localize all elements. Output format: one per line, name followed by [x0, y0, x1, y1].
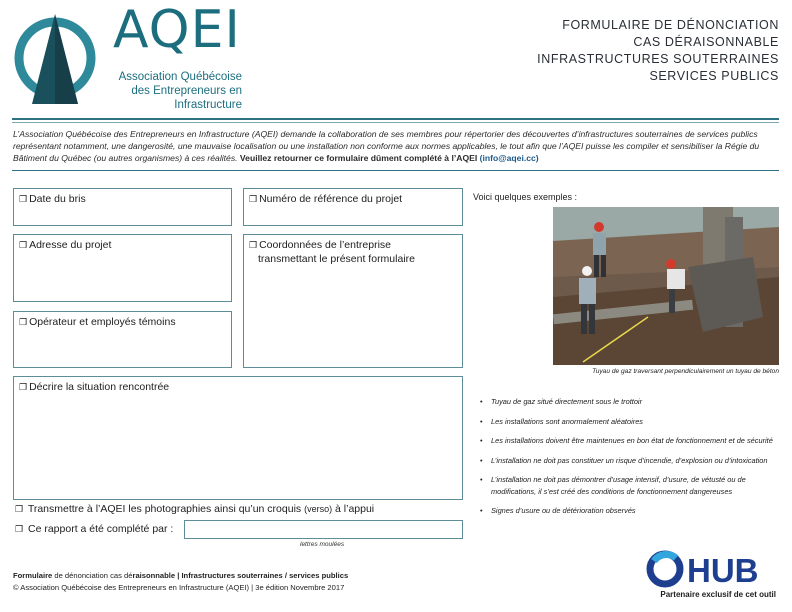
form-title — [537, 17, 779, 85]
addr-label-text: Adresse du projet — [29, 239, 112, 251]
checkbox-icon: ❒ — [19, 317, 28, 327]
desc-field-label — [19, 380, 169, 394]
project-reference-field[interactable] — [243, 188, 463, 226]
project-address-field[interactable] — [13, 234, 232, 302]
footer-copyright: © Association Québécoise des Entrepreneurs en Infrastructure (AQEI) | 3e édition Novembre 2017 — [13, 582, 345, 592]
coord-field-label — [249, 238, 415, 266]
situation-description-field[interactable] — [13, 376, 463, 500]
coord-sub-text: transmettant le présent formulaire — [258, 253, 415, 265]
photos-label-text: Transmettre à l’AQEI les photographies ainsi qu’un croquis — [27, 503, 302, 515]
intro-text: L’Association Québécoise des Entrepreneurs en Infrastructure (AQEI) demande la collaboration de ses membres pour répertorier des découvertes d’infrastructures souterraines de services publics représentant notamment, une dangerosité, une mauvaise localisation ou une installation non conforme aux normes applicables, le tout afin que l’AQEI puisse les compiler et sensibiliser la Régie du Bâtiment du Québec (ou autres organismes) à ces réalités. — [13, 129, 760, 163]
example-item: • Tuyau de gaz situé directement sous le trottoir — [480, 396, 780, 408]
logo-sub-line: des Entrepreneurs en — [131, 85, 242, 97]
checkbox-icon: ❒ — [19, 240, 28, 250]
logo-sub-line: Infrastructure — [174, 99, 242, 111]
header-divider-thin — [12, 122, 779, 123]
footer-form-title-bold: raisonnable | Infrastructures souterraines / services publics — [132, 571, 349, 580]
example-item: • Signes d’usure ou de détérioration observés — [480, 505, 780, 517]
footer-form-word: Formulaire — [13, 571, 53, 580]
report-label-text: Ce rapport a été complété par : — [28, 523, 174, 535]
photo-caption: Tuyau de gaz traversant perpendiculairement un tuyau de béton — [592, 368, 779, 375]
example-item: • L’installation ne doit pas démontrer d’usage intensif, d’usure, de vétusté ou de modifications, il s’est créé des conditions de fonctionnement dangereuses — [480, 474, 780, 497]
example-item: • Les installations sont anormalement aléatoires — [480, 416, 780, 428]
footer — [13, 570, 348, 593]
example-item: • Les installations doivent être maintenues en bon état de fonctionnement et de sécurité — [480, 435, 780, 447]
date-field-label — [19, 192, 86, 206]
aqei-logo-subtitle — [110, 70, 242, 112]
coord-label-text: Coordonnées de l’entreprise — [259, 239, 391, 251]
checkbox-icon: ❒ — [19, 194, 28, 204]
operator-witnesses-field[interactable] — [13, 311, 232, 368]
photos-label-verso: (verso) — [304, 504, 333, 514]
checkbox-icon: ❒ — [19, 382, 28, 392]
checkbox-icon: ❒ — [249, 240, 258, 250]
oper-field-label — [19, 315, 176, 329]
aqei-logo-mark — [14, 12, 100, 108]
photos-checkbox-line[interactable] — [15, 503, 374, 515]
oper-label-text: Opérateur et employés témoins — [29, 316, 176, 328]
examples-title: Voici quelques exemples : — [473, 192, 578, 202]
ref-field-label — [249, 192, 402, 206]
checkbox-icon: ❒ — [15, 504, 24, 514]
desc-label-text: Décrire la situation rencontrée — [29, 381, 170, 393]
photos-label-after: à l’appui — [335, 503, 375, 515]
checkbox-icon: ❒ — [15, 524, 24, 534]
date-field[interactable] — [13, 188, 232, 226]
hub-logo-word: HUB — [687, 552, 759, 589]
example-item: • L’installation ne doit pas constituer un risque d’incendie, d’explosion ou d’intoxication — [480, 455, 780, 467]
logo-sub-line: Association Québécoise — [118, 71, 242, 83]
header-divider — [12, 118, 779, 120]
form-title-line: CAS DÉRAISONNABLE — [633, 35, 779, 49]
report-completed-by-field[interactable] — [184, 520, 463, 539]
report-hint: lettres moulées — [300, 541, 345, 548]
form-title-line: INFRASTRUCTURES SOUTERRAINES — [537, 52, 779, 66]
intro-divider — [12, 170, 779, 171]
hub-partner-tagline: Partenaire exclusif de cet outil — [660, 590, 776, 599]
footer-form-title: de dénonciation cas dé — [54, 571, 133, 580]
company-contact-field[interactable] — [243, 234, 463, 368]
intro-instruction: Veuillez retourner ce formulaire dûment complété à l’AQEI — [239, 152, 478, 163]
examples-list — [480, 396, 780, 517]
footer-line-1 — [13, 570, 348, 582]
aqei-logo-word: AQEI — [113, 0, 241, 60]
checkbox-icon: ❒ — [249, 194, 258, 204]
form-title-line: SERVICES PUBLICS — [649, 69, 779, 83]
report-completed-by-label — [15, 523, 173, 535]
date-label-text: Date du bris — [29, 193, 86, 205]
contact-email-link[interactable]: (info@aqei.cc) — [479, 152, 539, 163]
addr-field-label — [19, 238, 111, 252]
form-title-line: FORMULAIRE DE DÉNONCIATION — [562, 18, 779, 32]
intro-paragraph — [13, 129, 779, 164]
hub-logo — [645, 549, 775, 589]
example-photo — [553, 207, 779, 365]
ref-label-text: Numéro de référence du projet — [259, 193, 403, 205]
